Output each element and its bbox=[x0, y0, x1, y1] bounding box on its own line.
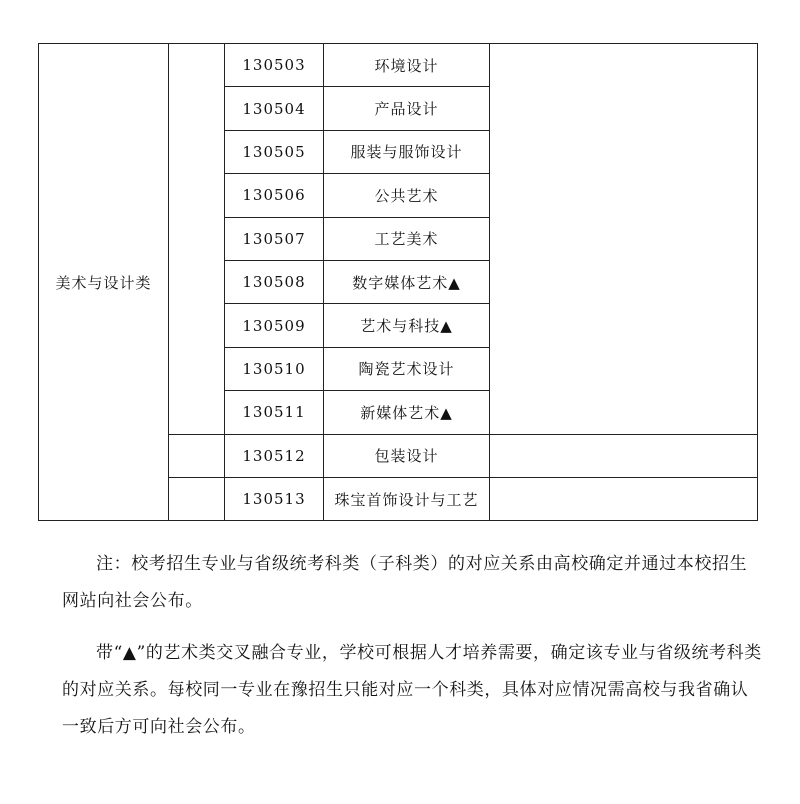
major-name: 包装设计 bbox=[324, 434, 490, 477]
major-code: 130509 bbox=[225, 304, 324, 347]
major-code: 130504 bbox=[225, 87, 324, 130]
major-name: 服装与服饰设计 bbox=[324, 130, 490, 173]
major-code: 130508 bbox=[225, 260, 324, 303]
empty-cell bbox=[169, 477, 225, 520]
major-code: 130513 bbox=[225, 477, 324, 520]
major-code: 130503 bbox=[225, 44, 324, 87]
major-code: 130512 bbox=[225, 434, 324, 477]
major-name: 珠宝首饰设计与工艺 bbox=[324, 477, 490, 520]
empty-cell bbox=[490, 477, 758, 520]
table-row bbox=[39, 44, 758, 87]
major-code: 130506 bbox=[225, 174, 324, 217]
note-paragraph-2 bbox=[62, 635, 762, 746]
empty-cell bbox=[169, 434, 225, 477]
note-text: 带“▲”的艺术类交叉融合专业，学校可根据人才培养需要，确定该专业与省级统考科类的对应关系。每校同一专业在豫招生只能对应一个科类，具体对应情况需高校与我省确认一致后方可向社会公布。 bbox=[62, 643, 762, 737]
major-name: 新媒体艺术▲ bbox=[324, 391, 490, 434]
category-cell: 美术与设计类 bbox=[39, 44, 169, 521]
major-code: 130505 bbox=[225, 130, 324, 173]
major-code: 130507 bbox=[225, 217, 324, 260]
major-code: 130511 bbox=[225, 391, 324, 434]
empty-cell bbox=[169, 44, 225, 435]
major-name: 艺术与科技▲ bbox=[324, 304, 490, 347]
empty-cell bbox=[490, 44, 758, 435]
empty-cell bbox=[490, 434, 758, 477]
major-name: 公共艺术 bbox=[324, 174, 490, 217]
note-text: 注：校考招生专业与省级统考科类（子科类）的对应关系由高校确定并通过本校招生网站向社会公布。 bbox=[62, 554, 748, 611]
major-name: 产品设计 bbox=[324, 87, 490, 130]
major-name: 环境设计 bbox=[324, 44, 490, 87]
major-table bbox=[38, 43, 758, 521]
major-name: 工艺美术 bbox=[324, 217, 490, 260]
major-name: 数字媒体艺术▲ bbox=[324, 260, 490, 303]
major-code: 130510 bbox=[225, 347, 324, 390]
major-name: 陶瓷艺术设计 bbox=[324, 347, 490, 390]
note-paragraph-1 bbox=[62, 546, 762, 620]
